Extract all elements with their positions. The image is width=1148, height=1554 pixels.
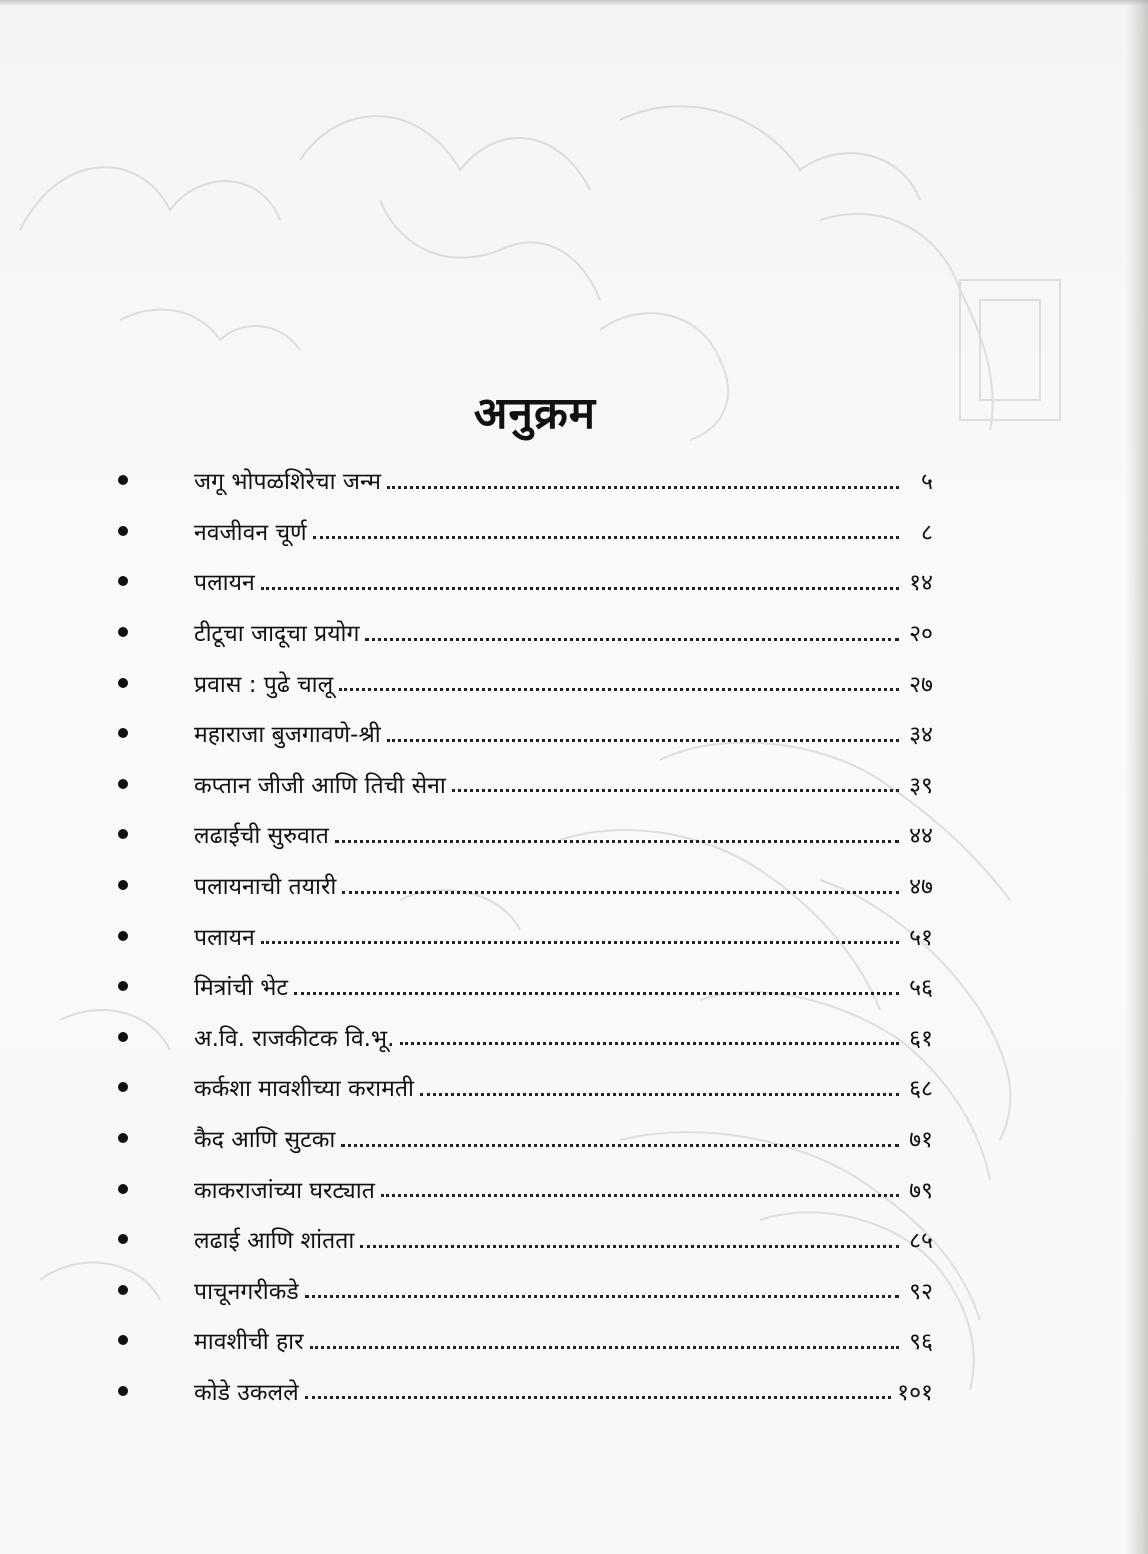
toc-entry-page-number: ८५ bbox=[909, 1228, 933, 1255]
toc-entry-page-number: ७१ bbox=[909, 1127, 933, 1154]
bullet-icon bbox=[118, 576, 128, 586]
toc-entry-title: मित्रांची भेट bbox=[194, 975, 288, 1002]
toc-entry-row bbox=[194, 910, 933, 961]
bullet-icon bbox=[118, 829, 128, 839]
toc-entry-title: टीटूचा जादूचा प्रयोग bbox=[194, 621, 360, 648]
bullet-icon bbox=[118, 779, 128, 789]
dot-leader bbox=[339, 688, 899, 691]
dot-leader bbox=[381, 1194, 899, 1197]
toc-entry-row bbox=[194, 607, 933, 658]
toc-entry-row bbox=[194, 455, 933, 506]
toc-entry bbox=[118, 1113, 933, 1164]
toc-entry-title: काकराजांच्या घरट्यात bbox=[194, 1177, 375, 1204]
toc-entry-page-number: २० bbox=[909, 621, 933, 648]
dot-leader bbox=[400, 1042, 899, 1045]
toc-entry-row bbox=[194, 506, 933, 557]
toc-entry-row bbox=[194, 1214, 933, 1265]
toc-entry-title: जगू भोपळशिरेचा जन्म bbox=[194, 469, 382, 496]
toc-entry bbox=[118, 1163, 933, 1214]
toc-entry-row bbox=[194, 1113, 933, 1164]
dot-leader bbox=[387, 486, 899, 489]
dot-leader bbox=[305, 1396, 891, 1399]
toc-entry-row bbox=[194, 759, 933, 810]
toc-entry-title: पलायन bbox=[194, 570, 255, 597]
bullet-icon bbox=[118, 526, 128, 536]
bullet-icon bbox=[118, 931, 128, 941]
toc-entry-row bbox=[194, 1315, 933, 1366]
toc-entry-page-number: ४७ bbox=[909, 874, 933, 901]
toc-entry-title: प्रवास : पुढे चालू bbox=[194, 671, 334, 698]
toc-entry-title: महाराजा बुजगावणे-श्री bbox=[194, 722, 381, 749]
toc-entry-page-number: ६८ bbox=[909, 1076, 933, 1103]
toc-entry-row bbox=[194, 809, 933, 860]
toc-entry-row bbox=[194, 1265, 933, 1316]
toc-entry-title: पाचूनगरीकडे bbox=[194, 1278, 299, 1305]
page-top-shadow bbox=[0, 0, 1148, 6]
toc-entry-title: कैद आणि सुटका bbox=[194, 1127, 336, 1154]
toc-entry-title: पलायनाची तयारी bbox=[194, 874, 337, 901]
dot-leader bbox=[305, 1295, 899, 1298]
dot-leader bbox=[452, 789, 899, 792]
toc-entry-page-number: ३४ bbox=[909, 722, 933, 749]
toc-entry-row bbox=[194, 1366, 933, 1417]
toc-entry-page-number: ५६ bbox=[909, 975, 933, 1002]
toc-entry bbox=[118, 455, 933, 506]
toc-entry bbox=[118, 607, 933, 658]
toc-entry-title: लढाईची सुरुवात bbox=[194, 823, 329, 850]
toc-entry-page-number: ३९ bbox=[909, 772, 933, 799]
toc-entry-page-number: ७९ bbox=[909, 1177, 933, 1204]
bullet-icon bbox=[118, 1184, 128, 1194]
toc-entry-title: कर्कशा मावशीच्या करामती bbox=[194, 1076, 414, 1103]
toc-entry bbox=[118, 1265, 933, 1316]
dot-leader bbox=[360, 1245, 899, 1248]
toc-entry-title: कप्तान जीजी आणि तिची सेना bbox=[194, 772, 446, 799]
toc-entry bbox=[118, 1315, 933, 1366]
toc-entry-page-number: ६१ bbox=[909, 1025, 933, 1052]
toc-entry-row bbox=[194, 556, 933, 607]
toc-entry-page-number: ५ bbox=[921, 469, 933, 496]
toc-entry bbox=[118, 1012, 933, 1063]
dot-leader bbox=[261, 587, 899, 590]
toc-entry-row bbox=[194, 1012, 933, 1063]
toc-entry bbox=[118, 556, 933, 607]
toc-entry-row bbox=[194, 708, 933, 759]
toc-entry-title: लढाई आणि शांतता bbox=[194, 1228, 355, 1255]
page-title: अनुक्रम bbox=[473, 388, 597, 440]
toc-entry bbox=[118, 860, 933, 911]
toc-entry bbox=[118, 708, 933, 759]
toc-entry-row bbox=[194, 1062, 933, 1113]
toc-entry-row bbox=[194, 961, 933, 1012]
toc-entry bbox=[118, 809, 933, 860]
toc-entry-row bbox=[194, 657, 933, 708]
toc-entry-page-number: २७ bbox=[909, 671, 933, 698]
bullet-icon bbox=[118, 1032, 128, 1042]
toc-entry bbox=[118, 657, 933, 708]
bullet-icon bbox=[118, 1386, 128, 1396]
bullet-icon bbox=[118, 728, 128, 738]
bullet-icon bbox=[118, 1133, 128, 1143]
bullet-icon bbox=[118, 475, 128, 485]
toc-entry bbox=[118, 1062, 933, 1113]
dot-leader bbox=[342, 891, 899, 894]
toc-entry bbox=[118, 1366, 933, 1417]
dot-leader bbox=[261, 941, 899, 944]
toc-entry-page-number: ९६ bbox=[909, 1329, 933, 1356]
bullet-icon bbox=[118, 678, 128, 688]
bullet-icon bbox=[118, 1285, 128, 1295]
toc-entry-page-number: ५१ bbox=[909, 924, 933, 951]
toc-entry bbox=[118, 1214, 933, 1265]
toc-entry bbox=[118, 961, 933, 1012]
dot-leader bbox=[310, 1346, 899, 1349]
dot-leader bbox=[294, 992, 899, 995]
bullet-icon bbox=[118, 1082, 128, 1092]
toc-entry bbox=[118, 506, 933, 557]
toc-entry-title: कोडे उकलले bbox=[194, 1379, 299, 1406]
toc-entry-title: अ.वि. राजकीटक वि.भू. bbox=[194, 1025, 395, 1052]
table-of-contents bbox=[118, 455, 933, 1416]
dot-leader bbox=[313, 536, 899, 539]
dot-leader bbox=[420, 1093, 899, 1096]
toc-entry-page-number: १०१ bbox=[897, 1379, 933, 1406]
toc-entry-title: नवजीवन चूर्ण bbox=[194, 519, 307, 546]
toc-entry-page-number: १४ bbox=[909, 570, 933, 597]
dot-leader bbox=[365, 638, 899, 641]
toc-entry bbox=[118, 759, 933, 810]
bullet-icon bbox=[118, 1335, 128, 1345]
toc-entry-row bbox=[194, 1163, 933, 1214]
toc-entry-page-number: ४४ bbox=[909, 823, 933, 850]
bullet-icon bbox=[118, 981, 128, 991]
toc-entry-title: मावशीची हार bbox=[194, 1329, 304, 1356]
dot-leader bbox=[335, 840, 899, 843]
bullet-icon bbox=[118, 627, 128, 637]
bullet-icon bbox=[118, 1234, 128, 1244]
toc-entry-page-number: ९२ bbox=[909, 1278, 933, 1305]
toc-entry-page-number: ८ bbox=[921, 519, 933, 546]
toc-entry bbox=[118, 910, 933, 961]
toc-entry-title: पलायन bbox=[194, 924, 255, 951]
bullet-icon bbox=[118, 880, 128, 890]
toc-entry-row bbox=[194, 860, 933, 911]
dot-leader bbox=[341, 1144, 899, 1147]
page-right-shadow bbox=[1126, 0, 1148, 1554]
dot-leader bbox=[387, 739, 899, 742]
